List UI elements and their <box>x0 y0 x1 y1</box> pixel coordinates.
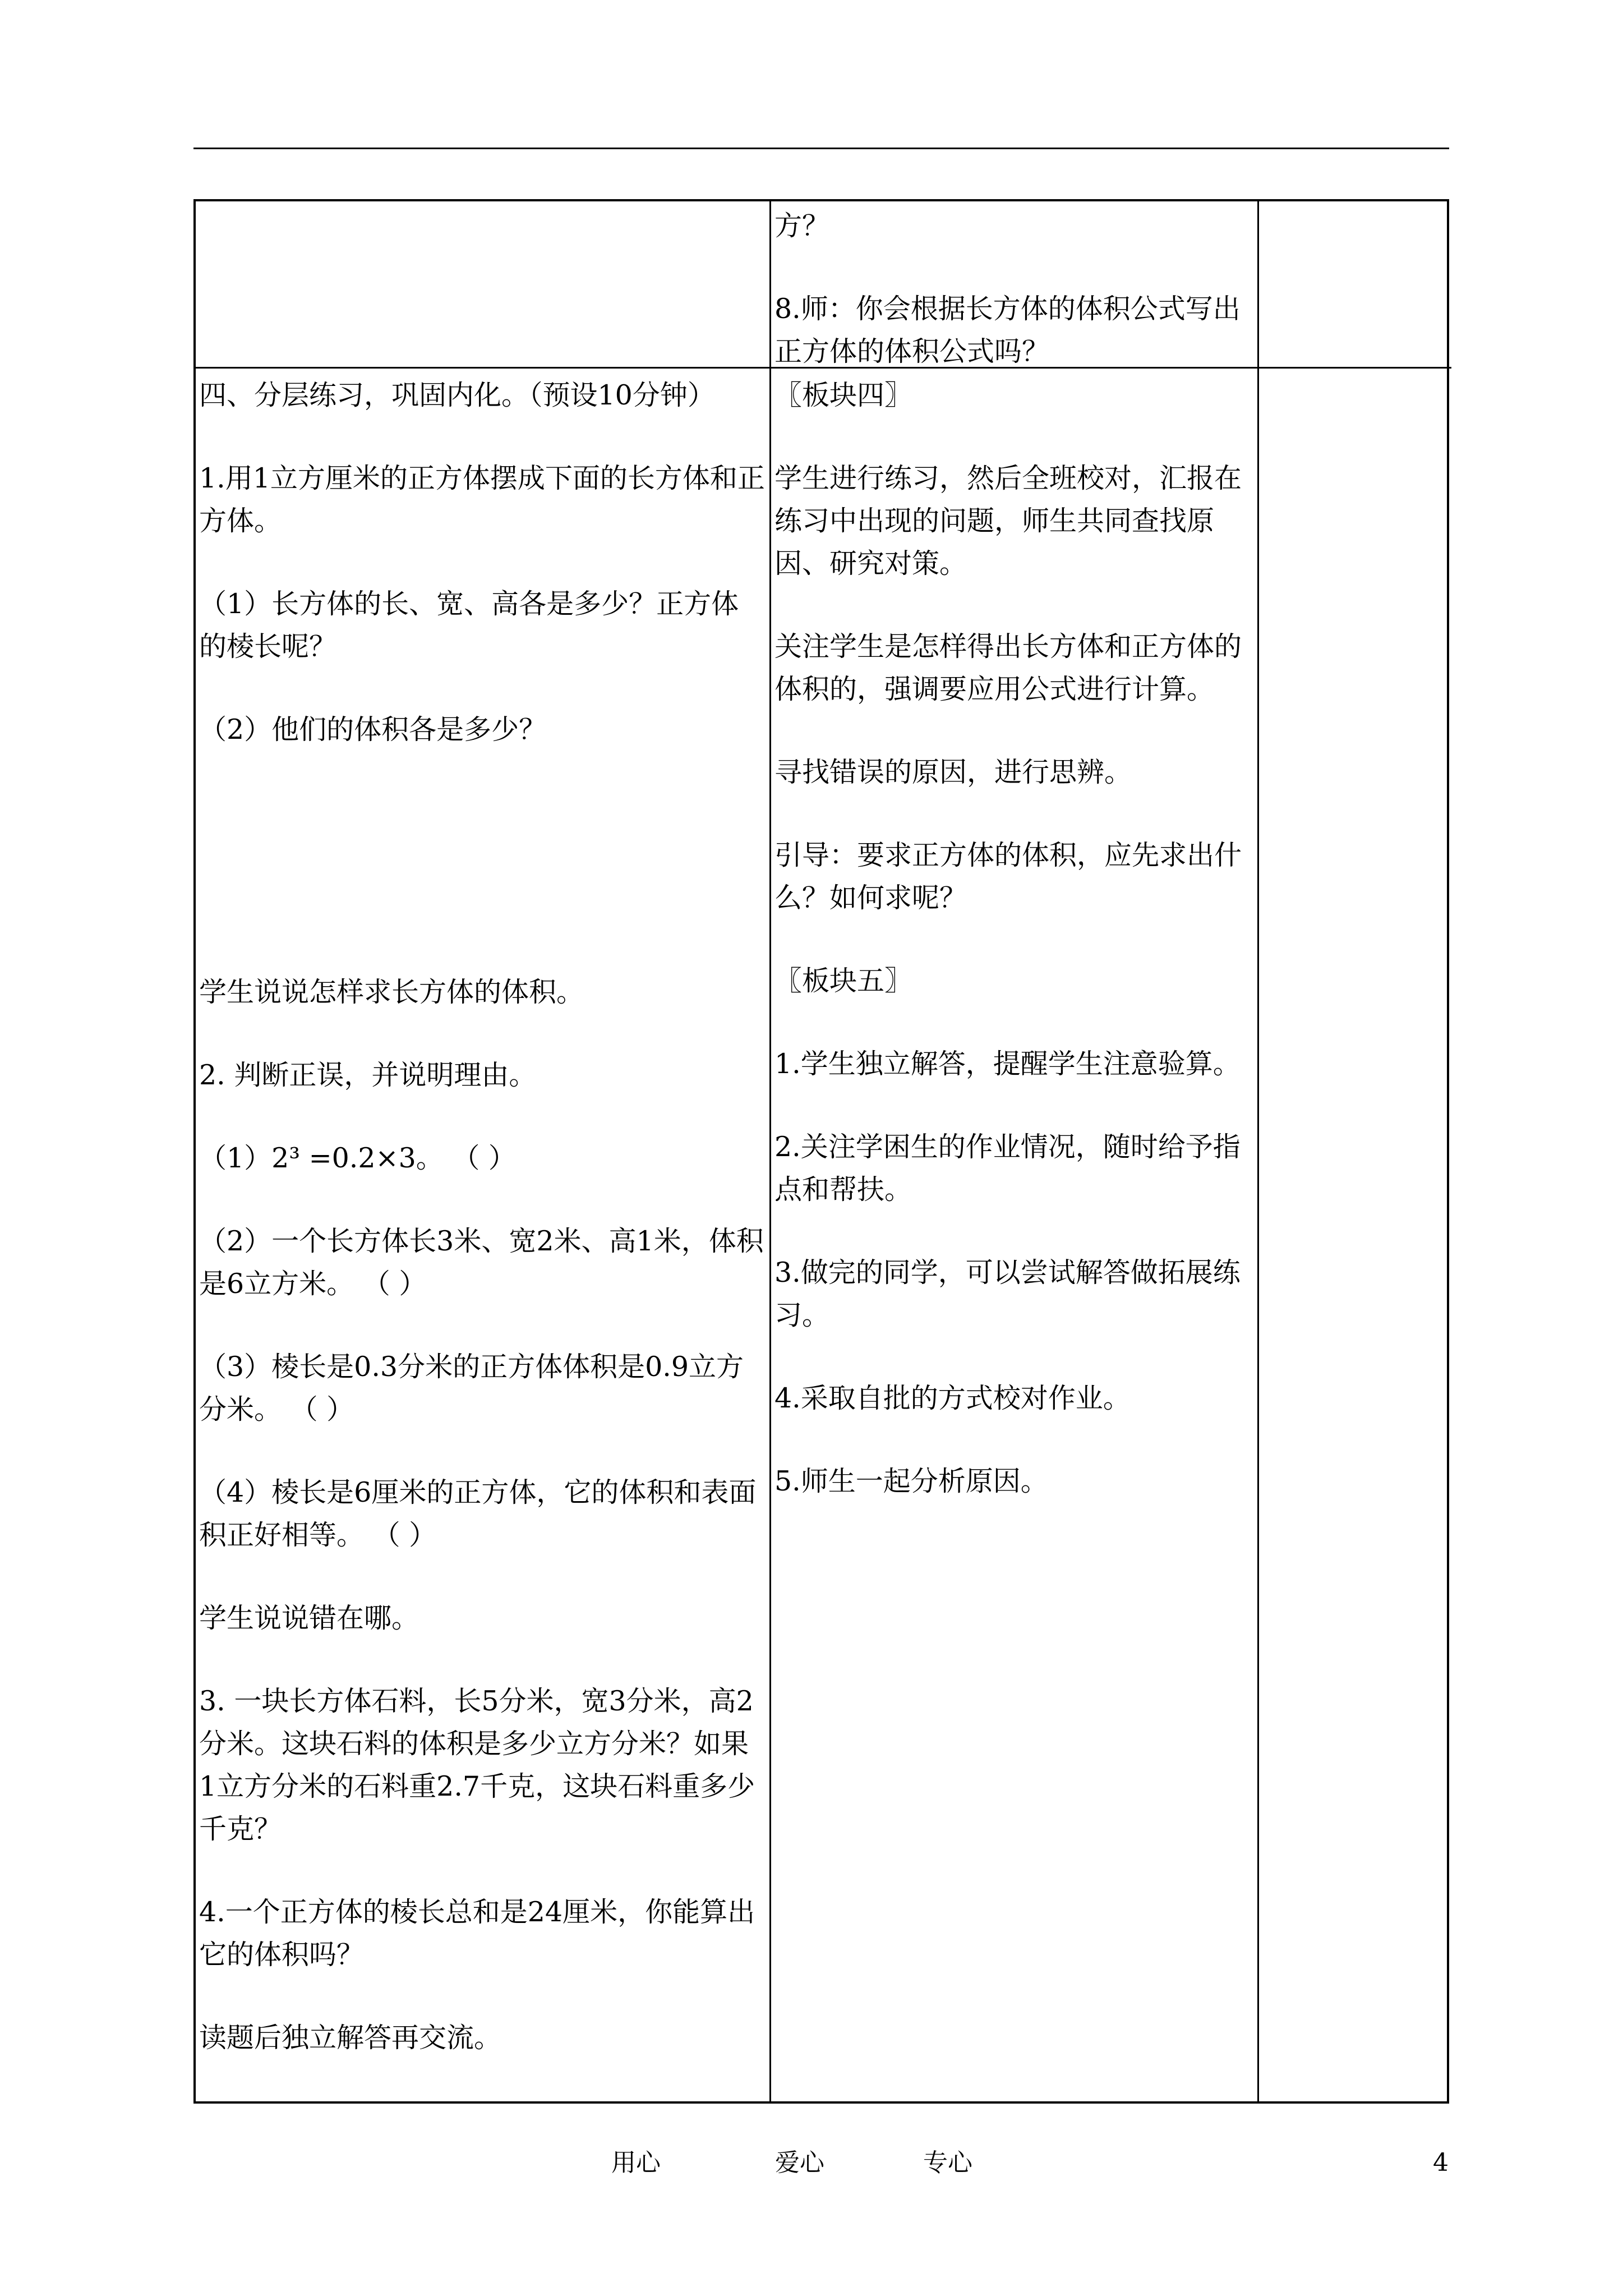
figure-space <box>199 751 766 971</box>
exercise-1-part-2: （2）他们的体积各是多少？ <box>199 714 547 746</box>
block-5-step-3: 3.做完的同学，可以尝试解答做拓展练习。 <box>774 1257 1241 1331</box>
block-4-text-3: 寻找错误的原因，进行思辨。 <box>774 756 1132 788</box>
exercise-2: 2. 判断正误，并说明理由。 <box>199 1059 537 1091</box>
student-note-2: 学生说说错在哪。 <box>199 1602 419 1634</box>
column-divider-2 <box>1257 201 1259 2101</box>
exercise-2-item-2: （2）一个长方体长3米、宽2米、高1米，体积是6立方米。 （ ） <box>199 1225 764 1300</box>
block-4-text-4: 引导：要求正方体的体积，应先求出什么？如何求呢？ <box>774 839 1242 914</box>
row1-text-2: 8.师：你会根据长方体的体积公式写出正方体的体积公式吗？ <box>774 293 1241 367</box>
student-note-1: 学生说说怎样求长方体的体积。 <box>199 976 584 1008</box>
row2-col1-cell <box>196 374 769 2059</box>
block-4-text-2: 关注学生是怎样得出长方体和正方体的体积的，强调要应用公式进行计算。 <box>774 631 1242 705</box>
page-number: 4 <box>1433 2148 1449 2177</box>
lesson-table <box>193 199 1449 2104</box>
exercise-2-item-1: （1）2³ =0.2×3。 （ ） <box>199 1142 516 1174</box>
exercise-1: 1.用1立方厘米的正方体摆成下面的长方体和正方体。 <box>199 462 765 537</box>
footer-word-1: 用心 <box>611 2148 661 2177</box>
block-5-step-4: 4.采取自批的方式校对作业。 <box>774 1382 1131 1414</box>
footer-word-2: 爱心 <box>775 2148 824 2177</box>
block-5-step-1: 1.学生独立解答，提醒学生注意验算。 <box>774 1048 1241 1080</box>
exercise-4: 4.一个正方体的棱长总和是24厘米，你能算出它的体积吗？ <box>199 1896 755 1971</box>
header-rule <box>193 148 1449 149</box>
row2-col2-cell <box>771 374 1257 1503</box>
exercise-2-item-4: （4）棱长是6厘米的正方体，它的体积和表面积正好相等。 （ ） <box>199 1476 757 1551</box>
block-5-step-5: 5.师生一起分析原因。 <box>774 1465 1048 1497</box>
block-4-title: 〖板块四〗 <box>774 379 912 411</box>
exercise-2-item-3: （3）棱长是0.3分米的正方体体积是0.9立方分米。 （ ） <box>199 1351 744 1425</box>
footer-word-3: 专心 <box>923 2148 972 2177</box>
row1-col2-cell <box>771 205 1257 373</box>
section-heading: 四、分层练习，巩固内化。（预设10分钟） <box>199 379 715 411</box>
student-note-3: 读题后独立解答再交流。 <box>199 2022 502 2054</box>
row1-text-1: 方？ <box>774 210 830 242</box>
block-5-step-2: 2.关注学困生的作业情况，随时给予指点和帮扶。 <box>774 1131 1241 1205</box>
block-5-title: 〖板块五〗 <box>774 965 912 997</box>
exercise-3: 3. 一块长方体石料，长5分米，宽3分米，高2分米。这块石料的体积是多少立方分米？如果1立方分米的石料重2.7千克，这块石料重多少千克？ <box>199 1685 755 1845</box>
block-4-text-1: 学生进行练习，然后全班校对，汇报在练习中出现的问题，师生共同查找原因、研究对策。 <box>774 462 1242 579</box>
exercise-1-part-1: （1）长方体的长、宽、高各是多少？正方体的棱长呢？ <box>199 588 739 662</box>
